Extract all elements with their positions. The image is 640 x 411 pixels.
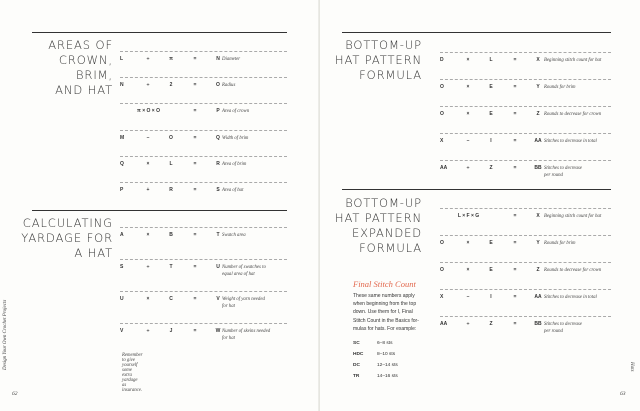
formula-divider [120, 77, 287, 78]
formula-term: π × O × O [136, 108, 160, 115]
formula-term: × [146, 296, 150, 302]
formula-term: × [466, 240, 470, 246]
formula-term: – [146, 134, 150, 141]
running-title: Design Your Own Crochet Projects [3, 299, 8, 370]
formula-term: = [193, 187, 197, 193]
stitch-count-value: 6–8 sts [377, 341, 393, 346]
formula-term: = [513, 294, 517, 300]
formula-term: Q [120, 160, 124, 167]
formula-description [222, 264, 287, 278]
section-rule [32, 210, 287, 211]
formula-description [544, 321, 611, 335]
formula-term: Y [536, 84, 540, 90]
formula-term: AA [440, 321, 448, 327]
formula-description-line: Weight of yarn needed [222, 297, 265, 302]
formula-description-line: Rounds to decrease for crown [544, 268, 602, 273]
section-title: BOTTOM-UP HAT PATTERN FORMULA [334, 38, 422, 82]
final-stitch-count-body: These same numbers apply when beginning from the top down. Use them for I, Final Stitch Count in the Basics for- mulas for hats. For example: [353, 293, 419, 332]
formula-term: 2 [169, 82, 173, 89]
formula-term: O [440, 240, 444, 246]
formula-divider [440, 289, 611, 290]
formula-description [222, 232, 287, 239]
section-rule [32, 32, 287, 33]
formula-description [544, 240, 611, 247]
formula-description-line: Area of brim [222, 161, 247, 167]
formula-divider [440, 133, 611, 134]
formula-term: ÷ [146, 328, 150, 334]
formula-divider [120, 182, 287, 183]
formula-term: N [216, 56, 220, 62]
formula-description [222, 328, 287, 342]
formula-term: E [489, 84, 493, 90]
formula-term: = [193, 134, 197, 141]
stitch-count-value: 14–16 sts [377, 374, 398, 379]
formula-description [544, 294, 611, 301]
formula-term: N [120, 82, 124, 89]
formula-term: J [169, 328, 173, 334]
formula-description-line: Number of skeins needed [222, 329, 271, 334]
section-rule [342, 32, 611, 33]
formula-description-line: per round [544, 329, 563, 334]
formula-description [544, 84, 611, 91]
formula-row [440, 133, 611, 159]
formula-description-line: for hat [222, 336, 235, 341]
formula-term: A [120, 232, 124, 238]
formula-term: T [169, 264, 173, 270]
formula-description-line: equal area of hat [222, 272, 255, 277]
formula-description-line: for hat [222, 304, 235, 309]
formula-term: × [146, 160, 150, 167]
stitch-abbreviation: SC [353, 341, 360, 346]
section-title: CALCULATING YARDAGE FOR A HAT [21, 216, 113, 260]
formula-term: O [440, 111, 444, 117]
formula-description [544, 138, 611, 145]
formula-description-line: Number of swatches to [222, 265, 266, 270]
formula-term: – [466, 294, 470, 300]
formula-description-line: Beginning stitch count for hat [544, 214, 602, 219]
formula-term: ÷ [466, 165, 470, 171]
formula-row [440, 289, 611, 315]
formula-divider [440, 262, 611, 263]
formula-term: = [193, 296, 197, 302]
formula-description [222, 82, 287, 89]
formula-row [440, 208, 611, 234]
formula-term: O [216, 82, 220, 89]
formula-divider [120, 259, 287, 260]
formula-term: AA [534, 138, 542, 144]
formula-divider [120, 156, 287, 157]
formula-description-line: Beginning stitch count for hat [544, 58, 602, 63]
formula-divider [440, 316, 611, 317]
formula-term: = [513, 84, 517, 90]
formula-description-line: Stitches to decrease in total [544, 295, 597, 300]
formula-row [440, 235, 611, 261]
formula-description-line: Radius [222, 83, 236, 89]
formula-term: Z [489, 321, 493, 327]
formula-row [440, 316, 611, 342]
formula-description [222, 135, 287, 142]
formula-row [440, 160, 611, 186]
formula-row [120, 103, 287, 129]
formula-row [120, 291, 287, 317]
formula-divider [440, 208, 611, 209]
page-number: 62 [12, 391, 18, 397]
formula-term: O [440, 267, 444, 273]
formula-description-line: Area of crown [222, 109, 250, 115]
formula-row [120, 323, 287, 349]
formula-row [440, 106, 611, 132]
formula-term: = [513, 138, 517, 144]
formula-term: = [513, 165, 517, 171]
formula-term: = [513, 111, 517, 117]
stitch-count-value: 12–14 sts [377, 363, 398, 368]
formula-row [120, 259, 287, 285]
formula-term: × [146, 232, 150, 238]
formula-description-line: Stitches to decrease [544, 166, 582, 171]
formula-row [440, 262, 611, 288]
formula-divider [440, 52, 611, 53]
stitch-count-row [353, 341, 423, 349]
formula-term: R [216, 160, 220, 167]
formula-row [440, 52, 611, 78]
formula-description-line: Stitches to decrease [544, 322, 582, 327]
formula-term: M [120, 134, 125, 141]
formula-term: R [169, 187, 173, 193]
formula-description [544, 111, 611, 118]
section-rule [342, 189, 611, 190]
formula-term: = [193, 56, 197, 62]
formula-term: I [490, 138, 492, 144]
formula-term: L [169, 160, 173, 167]
formula-term: = [513, 213, 517, 219]
formula-row [440, 79, 611, 105]
formula-divider [120, 103, 287, 104]
formula-description-line: Swatch area [222, 233, 246, 238]
formula-term: π [169, 56, 173, 62]
formula-divider [120, 291, 287, 292]
formula-row [120, 156, 287, 182]
formula-divider [440, 79, 611, 80]
formula-term: E [489, 111, 493, 117]
formula-term: W [215, 328, 221, 334]
formula-term: L × F × G [457, 213, 480, 219]
formula-term: E [489, 240, 493, 246]
final-stitch-count-title: Final Stitch Count [353, 279, 416, 289]
formula-divider [440, 235, 611, 236]
page-number: 63 [620, 391, 626, 397]
right-page [320, 0, 640, 411]
formula-row [120, 227, 287, 253]
formula-description-line: Rounds to decrease for crown [544, 112, 602, 117]
formula-description [544, 57, 611, 64]
formula-term: B [169, 232, 173, 238]
formula-row [120, 182, 287, 208]
formula-term: = [513, 267, 517, 273]
formula-description [544, 165, 611, 179]
formula-term: = [513, 57, 517, 63]
formula-term: V [216, 296, 220, 302]
formula-term: Z [536, 267, 540, 273]
formula-term: S [216, 187, 220, 193]
formula-term: D [440, 57, 444, 63]
stitch-abbreviation: TR [353, 374, 360, 379]
formula-row [120, 130, 287, 156]
formula-description [544, 267, 611, 274]
formula-term: + [146, 187, 150, 193]
formula-description [222, 161, 287, 168]
formula-row [120, 51, 287, 77]
formula-divider [120, 227, 287, 228]
formula-term: P [216, 108, 220, 115]
formula-term: = [513, 240, 517, 246]
formula-description-line: Width of brim [222, 135, 249, 141]
formula-term: O [169, 134, 173, 141]
formula-term: X [440, 138, 444, 144]
formula-term: X [440, 294, 444, 300]
formula-term: = [193, 264, 197, 270]
formula-term: = [513, 321, 517, 327]
formula-term: S [120, 264, 124, 270]
formula-term: L [120, 56, 124, 62]
formula-term: X [536, 57, 540, 63]
formula-term: AA [440, 165, 448, 171]
formula-term: = [193, 108, 197, 115]
formula-term: × [466, 267, 470, 273]
formula-term: AA [534, 294, 542, 300]
formula-description-line: Rounds for brim [544, 85, 576, 90]
formula-description-line: Area of hat [222, 188, 244, 193]
stitch-count-value: 8–10 sts [377, 352, 396, 357]
formula-term: = [193, 232, 197, 238]
formula-divider [120, 130, 287, 131]
formula-term: O [440, 84, 444, 90]
formula-term: ÷ [146, 82, 150, 89]
section-title: BOTTOM-UP HAT PATTERN EXPANDED FORMULA [334, 196, 422, 255]
formula-term: V [120, 328, 124, 334]
formula-term: × [466, 84, 470, 90]
formula-divider [440, 160, 611, 161]
formula-term: L [489, 57, 493, 63]
formula-description [222, 296, 287, 310]
stitch-abbreviation: DC [353, 363, 360, 368]
stitch-count-row [353, 374, 423, 382]
formula-term: – [466, 138, 470, 144]
formula-term: ÷ [466, 321, 470, 327]
formula-term: × [466, 57, 470, 63]
formula-term: ÷ [146, 56, 150, 62]
formula-divider [120, 51, 287, 52]
running-title: Hats [629, 362, 634, 372]
yardage-note: Remember to give yourself some extra yardage as insurance. [122, 353, 143, 393]
formula-term: I [490, 294, 492, 300]
formula-divider [120, 323, 287, 324]
formula-term: Y [536, 240, 540, 246]
formula-term: Z [536, 111, 540, 117]
formula-term: C [169, 296, 173, 302]
stitch-count-row [353, 363, 423, 371]
stitch-count-row [353, 352, 423, 360]
formula-term: X [536, 213, 540, 219]
formula-description-line: Stitches to decrease in total [544, 139, 597, 144]
formula-term: = [193, 82, 197, 89]
formula-description-line: per round [544, 173, 563, 178]
formula-description [222, 108, 287, 115]
formula-term: = [193, 160, 197, 167]
formula-term: BB [534, 321, 542, 327]
formula-description-line: Diameter [222, 57, 241, 62]
stitch-abbreviation: HDC [353, 352, 364, 357]
formula-description [544, 213, 611, 220]
formula-term: T [216, 232, 220, 238]
formula-term: × [466, 111, 470, 117]
formula-divider [440, 106, 611, 107]
formula-row [120, 77, 287, 103]
formula-term: = [193, 328, 197, 334]
formula-term: BB [534, 165, 542, 171]
formula-description-line: Rounds for brim [544, 241, 576, 246]
formula-term: U [216, 264, 220, 270]
section-title: AREAS OF CROWN, BRIM, AND HAT [48, 38, 113, 97]
formula-term: Z [489, 165, 493, 171]
formula-description [222, 56, 287, 63]
formula-term: E [489, 267, 493, 273]
formula-term: Q [216, 134, 220, 141]
formula-term: U [120, 296, 124, 302]
formula-term: ÷ [146, 264, 150, 270]
formula-description [222, 187, 287, 194]
formula-term: P [120, 187, 124, 193]
